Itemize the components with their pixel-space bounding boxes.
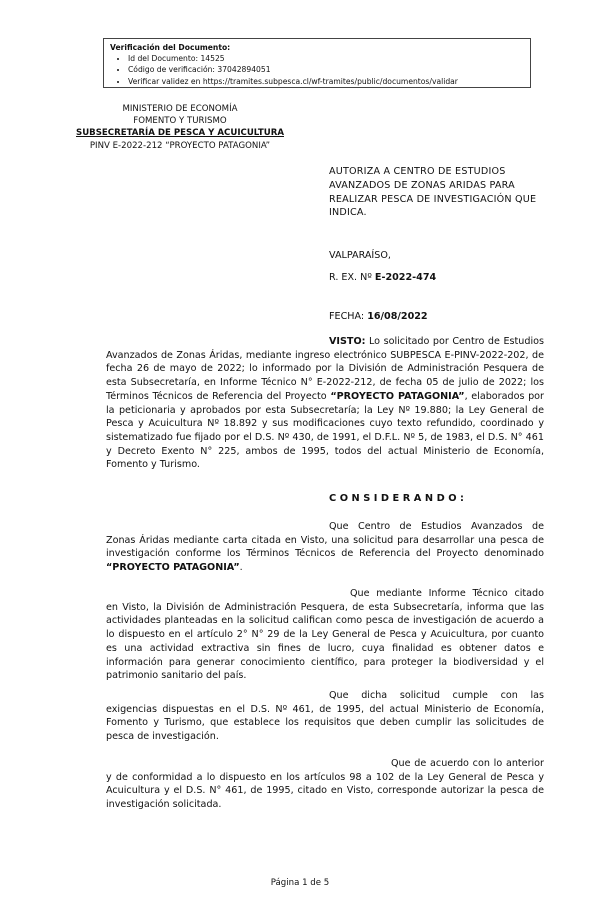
resolution-place: VALPARAÍSO,	[329, 250, 391, 261]
considerando-paragraph-1	[106, 520, 544, 575]
considerando-heading: CONSIDERANDO:	[329, 493, 468, 504]
page-number: Página 1 de 5	[270, 878, 330, 888]
resolution-date	[329, 310, 549, 324]
verification-code: • Código de verificación: 37042894051	[128, 64, 524, 75]
p2-text: Que mediante Informe Técnico citado en Visto, la División de Administración Pesquera, de esta Subsecretaría, informa que las actividades planteadas en la solicitud califican como pesca de investigación de acuerdo a lo dispuesto en el artículo 2° N° 29 de la Ley General de Pesca y Acuicultura, por cuanto es una actividad extractiva sin fines de lucro, cuya finalidad es obtener datos e información para generar conocimiento científico, para proteger la biodiversidad y el patrimonio sanitario del país.	[106, 588, 544, 682]
p1-text-a: Que Centro de Estudios Avanzados de Zonas Áridas mediante carta citada en Visto, una solicitud para desarrollar una pesca de investigación conforme los Términos Técnicos de Referencia del Proyecto denominado	[106, 521, 544, 560]
rex-value: E-2022-474	[374, 272, 437, 283]
fecha-value: 16/08/2022	[367, 311, 428, 322]
verification-id: • Id del Documento: 14525	[128, 53, 524, 64]
ministry-line: MINISTERIO DE ECONOMÍA	[122, 104, 238, 114]
visto-paragraph	[106, 335, 544, 472]
p3-text: Que dicha solicitud cumple con las exigencias dispuestas en el D.S. Nº 461, de 1995, del actual Ministerio de Economía, Fomento y Turismo, que establece los requisitos que deben cumplir las solicitudes de pesca de investigación.	[106, 690, 544, 743]
ministry-header	[20, 103, 340, 152]
visto-text-2: , elaborados por la peticionaria y aprobados por esta Subsecretaría; la Ley Nº 19.880; la Ley General de Pesca y Acuicultura Nº 18.892 y sus modificaciones cuyo texto refundido, coordinado y sistematizado fue fijado por el D.S. Nº 430, de 1991, el D.F.L. Nº 5, de 1983, el D.S. N° 461 y Decreto Exento N° 225, ambos de 1995, todos del actual Ministerio de Economía, Fomento y Turismo.	[106, 390, 544, 471]
verification-box	[103, 38, 531, 88]
p1-text-c: .	[239, 562, 243, 574]
resolution-number	[329, 271, 549, 285]
considerando-paragraph-4	[106, 757, 544, 812]
verification-title: Verificación del Documento:	[110, 43, 231, 52]
subsecretaria-title: SUBSECRETARÍA DE PESCA Y ACUICULTURA	[76, 128, 284, 139]
verification-list	[110, 53, 524, 87]
considerando-paragraph-3	[106, 689, 544, 744]
considerando-paragraph-2	[106, 587, 544, 683]
p1-project: “PROYECTO PATAGONIA”	[106, 562, 240, 574]
pinv-reference: PINV E-2022-212 “PROYECTO PATAGONIA”	[89, 140, 271, 151]
fecha-label: FECHA:	[329, 311, 365, 322]
resolution-subject: AUTORIZA A CENTRO DE ESTUDIOS AVANZADOS DE ZONAS ARIDAS PARA REALIZAR PESCA DE INVESTIGACIÓN QUE INDICA.	[329, 166, 537, 219]
visto-text-1: Lo solicitado por Centro de Estudios Avanzados de Zonas Áridas, mediante ingreso electrónico SUBPESCA E-PINV-2022-202, de fecha 26 de mayo de 2022; lo informado por la División de Administración Pesquera de esta Subsecretaría, en Informe Técnico N° E-2022-212, de fecha 05 de julio de 2022; los Términos Técnicos de Referencia del Proyecto	[106, 336, 544, 402]
visto-label: VISTO:	[329, 336, 366, 347]
visto-project: “PROYECTO PATAGONIA”	[330, 390, 465, 402]
p4-text: Que de acuerdo con lo anterior y de conformidad a lo dispuesto en los artículos 98 a 102 de la Ley General de Pesca y Acuicultura y el D.S. N° 461, de 1995, citado en Visto, corresponde autorizar la pesca de investigación solicitada.	[106, 758, 544, 811]
rex-label: R. EX. Nº	[329, 272, 372, 283]
ministry-subline: FOMENTO Y TURISMO	[133, 116, 227, 127]
verification-url[interactable]: • Verificar validez en https://tramites.subpesca.cl/wf-tramites/public/documentos/validar	[128, 76, 524, 87]
